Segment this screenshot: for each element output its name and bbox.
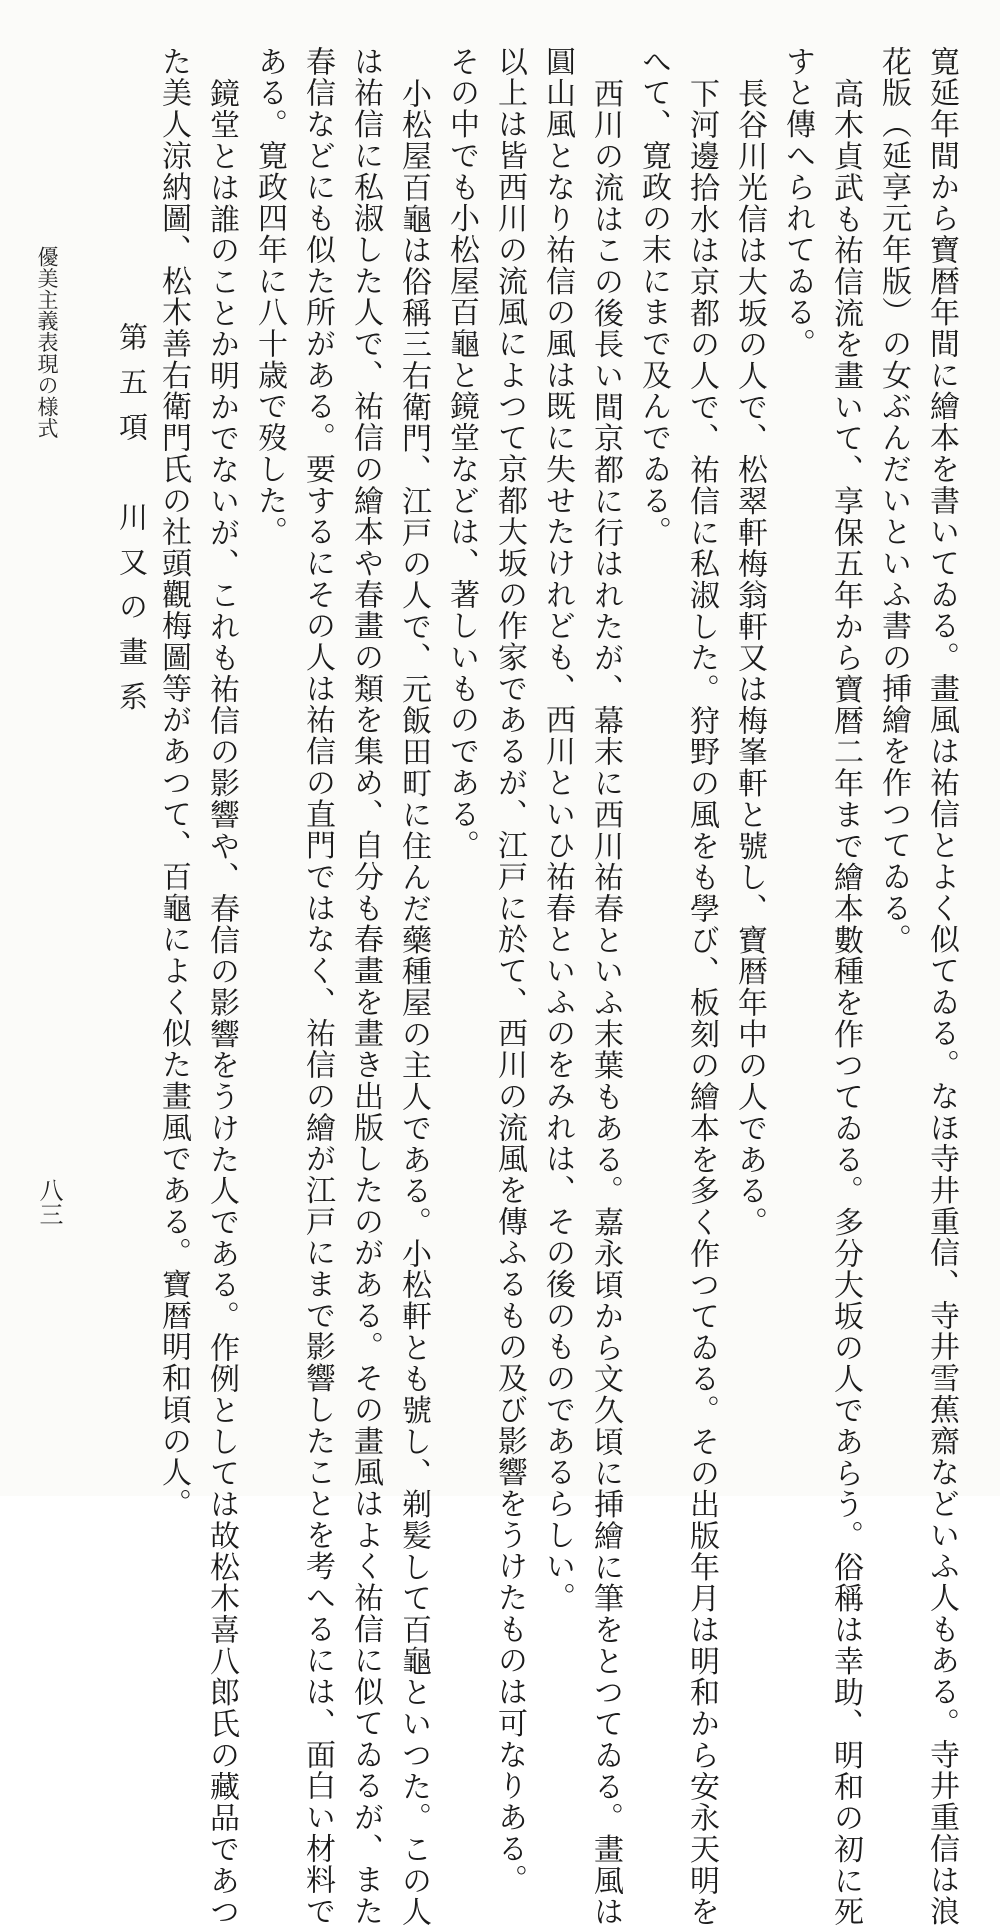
text-column: 西川の流はこの後長い間京都に行はれたが、幕末に西川祐春といふ末葉もある。嘉永頃から文久頃に挿繪に筆をとつてゐる。畫風は (588, 78, 623, 1928)
running-title: 優美主義表現の様式 (35, 246, 59, 439)
text-column: 以上は皆西川の流風によつて京都大坂の作家であるが、江戸に於て、西川の流風を傳ふるもの及び影響をうけたものは可なりある。 (492, 46, 527, 1896)
text-column: 圓山風となり祐信の風は既に失せたけれども、西川といひ祐春といふのをみれは、その後のものであるらしい。 (540, 46, 575, 1614)
text-column: 下河邊拾水は京都の人で、祐信に私淑した。狩野の風をも學び、板刻の繪本を多く作つてゐる。その出版年月は明和から安永天明を (684, 78, 719, 1928)
text-column: ある。寛政四年に八十歳で歿した。 (252, 46, 287, 548)
text-column: 高木貞武も祐信流を畫いて、享保五年から寶暦二年まで繪本數種を作つてゐる。多分大坂の人であらう。俗稱は幸助、明和の初に死 (828, 78, 863, 1928)
text-column: 花版（延享元年版）の女ぶんだいといふ書の挿繪を作つてゐる。 (876, 46, 911, 956)
text-column: た美人涼納圖、松木善右衛門氏の社頭觀梅圖等があつて、百龜によく似た畫風である。寶暦明和頃の人。 (156, 46, 191, 1520)
text-column: 春信などにも似た所がある。要するにその人は祐信の直門ではなく、祐信の繪が江戸にまで影響したことを考へるには、面白い材料で (300, 46, 335, 1927)
text-column: へて、寛政の末にまで及んでゐる。 (636, 46, 671, 548)
text-column: 寛延年間から寶暦年間に繪本を書いてゐる。畫風は祐信とよく似てゐる。なほ寺井重信、寺井雪蕉齋などいふ人もある。寺井重信は浪 (924, 46, 959, 1927)
text-column: その中でも小松屋百龜と鏡堂などは、著しいものである。 (444, 46, 479, 862)
page-number: 八三 (35, 1178, 63, 1226)
text-column: 長谷川光信は大坂の人で、松翠軒梅翁軒又は梅峯軒と號し、寶暦年中の人である。 (732, 78, 767, 1238)
text-column: 小松屋百龜は俗稱三右衛門、江戸の人で、元飯田町に住んだ藥種屋の主人である。小松軒とも號し、剃髪して百龜といつた。この人 (396, 78, 431, 1928)
section-heading: 第五項 川又の畫系 (115, 322, 149, 727)
text-column: すと傳へられてゐる。 (780, 46, 815, 360)
text-column: 鏡堂とは誰のことか明かでないが、これも祐信の影響や、春信の影響をうけた人である。作例としては故松木喜八郎氏の藏品であつ (204, 78, 239, 1928)
text-column: は祐信に私淑した人で、祐信の繪本や春畫の類を集め、自分も春畫を畫き出版したのがある。その畫風はよく祐信に似てゐるが、また (348, 46, 383, 1927)
